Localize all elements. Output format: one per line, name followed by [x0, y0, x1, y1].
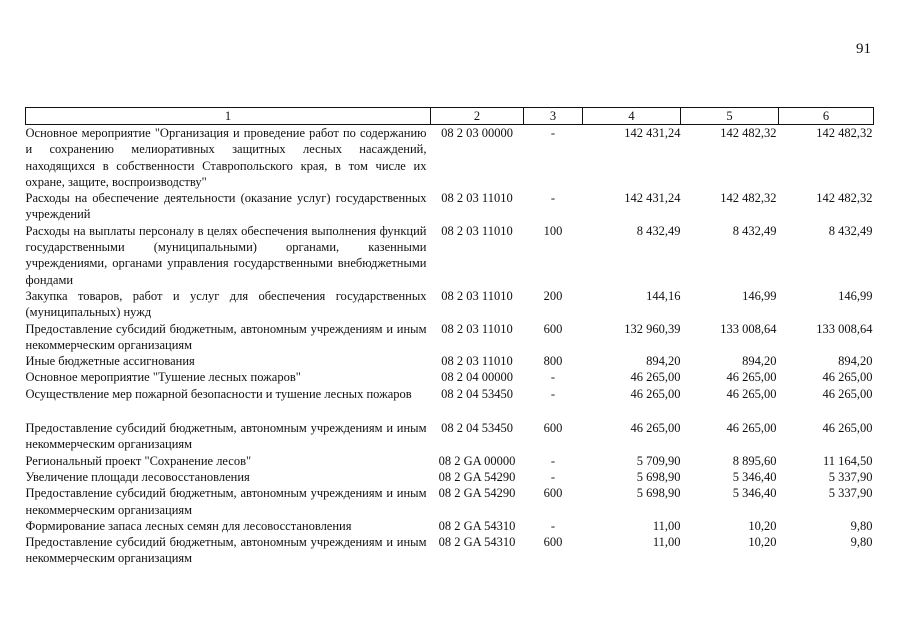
- row-value-col6: 133 008,64: [816, 321, 873, 336]
- table-row: [26, 288, 874, 321]
- row-expense-type: 600: [543, 486, 563, 501]
- spacer-cell: [26, 402, 874, 420]
- row-name: Предоставление субсидий бюджетным, автономным учреждениям и иным некоммерческим организациям: [25, 321, 427, 352]
- row-value-col4: 11,00: [652, 518, 681, 533]
- table-row: [26, 369, 874, 385]
- header-row: [26, 108, 874, 125]
- row-value-col4: 144,16: [646, 288, 681, 303]
- row-expense-type: -: [550, 370, 556, 385]
- table-row: [26, 125, 874, 191]
- header-col-4: 4: [583, 108, 681, 125]
- row-expense-type: 600: [543, 421, 563, 436]
- row-name: Иные бюджетные ассигнования: [25, 354, 195, 369]
- row-value-col6: 9,80: [850, 518, 873, 533]
- header-col-5: 5: [681, 108, 779, 125]
- row-code: 08 2 GA 54310: [438, 535, 516, 550]
- row-code: 08 2 GA 00000: [438, 453, 516, 468]
- row-name: Региональный проект "Сохранение лесов": [25, 453, 252, 468]
- row-expense-type: 100: [543, 223, 563, 238]
- row-value-col4: 46 265,00: [630, 370, 681, 385]
- row-value-col6: 142 482,32: [816, 191, 873, 206]
- row-name: Предоставление субсидий бюджетным, автономным учреждениям и иным некоммерческим организациям: [25, 535, 427, 566]
- row-value-col5: 10,20: [748, 535, 777, 550]
- row-expense-type: 600: [543, 535, 563, 550]
- row-value-col4: 132 960,39: [624, 321, 681, 336]
- row-value-col4: 5 709,90: [636, 453, 681, 468]
- row-value-col5: 5 346,40: [732, 486, 777, 501]
- row-name: Расходы на выплаты персоналу в целях обеспечения выполнения функций государственными (муниципальными) органами, казенными учреждениями, органами управления государственными внебюджетными фондами: [25, 223, 427, 287]
- row-expense-type: 600: [543, 321, 563, 336]
- row-expense-type: 200: [543, 288, 563, 303]
- row-value-col6: 142 482,32: [816, 126, 873, 140]
- header-col-3: 3: [524, 108, 583, 125]
- row-expense-type: -: [550, 191, 556, 206]
- table-row: [26, 223, 874, 288]
- row-value-col5: 142 482,32: [720, 126, 777, 140]
- row-value-col6: 146,99: [838, 288, 873, 303]
- row-value-col5: 133 008,64: [720, 321, 777, 336]
- row-value-col4: 142 431,24: [624, 191, 681, 206]
- row-value-col6: 46 265,00: [822, 370, 873, 385]
- row-value-col4: 5 698,90: [636, 469, 681, 484]
- row-value-col5: 5 346,40: [732, 469, 777, 484]
- row-code: 08 2 GA 54290: [438, 486, 516, 501]
- row-value-col6: 5 337,90: [828, 486, 873, 501]
- row-name: Формирование запаса лесных семян для лесовосстановления: [25, 518, 352, 533]
- row-code: 08 2 03 11010: [441, 321, 513, 336]
- row-expense-type: -: [550, 126, 556, 140]
- table-row: [26, 420, 874, 453]
- row-value-col5: 8 432,49: [732, 223, 777, 238]
- row-value-col6: 8 432,49: [828, 223, 873, 238]
- row-expense-type: -: [550, 469, 556, 484]
- row-value-col4: 11,00: [652, 535, 681, 550]
- row-value-col6: 46 265,00: [822, 421, 873, 436]
- row-name: Основное мероприятие "Тушение лесных пожаров": [25, 370, 301, 385]
- row-code: 08 2 04 00000: [441, 370, 513, 385]
- row-value-col4: 142 431,24: [624, 126, 681, 140]
- row-code: 08 2 03 11010: [441, 191, 513, 206]
- row-value-col5: 10,20: [748, 518, 777, 533]
- row-code: 08 2 03 11010: [441, 354, 513, 369]
- table-row: [26, 386, 874, 402]
- row-code: 08 2 GA 54290: [438, 469, 516, 484]
- row-code: 08 2 GA 54310: [438, 518, 516, 533]
- row-expense-type: 800: [543, 354, 563, 369]
- row-code: 08 2 03 11010: [441, 223, 513, 238]
- table-row: [26, 485, 874, 518]
- row-name: Расходы на обеспечение деятельности (оказание услуг) государственных учреждений: [25, 191, 427, 222]
- row-value-col4: 46 265,00: [630, 421, 681, 436]
- row-name: Предоставление субсидий бюджетным, автономным учреждениям и иным некоммерческим организациям: [25, 486, 427, 517]
- row-value-col4: 8 432,49: [636, 223, 681, 238]
- row-value-col5: 46 265,00: [726, 370, 777, 385]
- header-col-6: 6: [779, 108, 874, 125]
- row-value-col4: 894,20: [646, 354, 681, 369]
- row-expense-type: -: [550, 453, 556, 468]
- row-value-col5: 894,20: [742, 354, 777, 369]
- row-value-col4: 5 698,90: [636, 486, 681, 501]
- row-value-col6: 5 337,90: [828, 469, 873, 484]
- row-code: 08 2 04 53450: [441, 386, 513, 401]
- row-code: 08 2 03 00000: [441, 126, 513, 140]
- row-value-col4: 46 265,00: [630, 386, 681, 401]
- row-value-col5: 8 895,60: [732, 453, 777, 468]
- header-col-1: 1: [26, 108, 431, 125]
- row-expense-type: -: [550, 386, 556, 401]
- row-name: Основное мероприятие "Организация и проведение работ по содержанию и сохранению мелиоративных защитных лесных насаждений, находящихся в собственности Ставропольского края, в том числе их охране, защите, воспроизводству": [25, 126, 427, 189]
- row-value-col5: 46 265,00: [726, 386, 777, 401]
- table-row: [26, 190, 874, 223]
- row-name: Закупка товаров, работ и услуг для обеспечения государственных (муниципальных) нужд: [25, 288, 427, 320]
- row-code: 08 2 03 11010: [441, 288, 513, 303]
- row-value-col5: 142 482,32: [720, 191, 777, 206]
- table-row: [26, 321, 874, 354]
- row-name: Осуществление мер пожарной безопасности и тушение лесных пожаров: [25, 386, 412, 401]
- table-row: [26, 353, 874, 369]
- header-col-2: 2: [431, 108, 524, 125]
- row-value-col6: 46 265,00: [822, 386, 873, 401]
- page-number: 91: [856, 41, 871, 57]
- row-value-col6: 11 164,50: [822, 453, 873, 468]
- row-value-col6: 894,20: [838, 354, 873, 369]
- table-row: [26, 469, 874, 485]
- row-name: Предоставление субсидий бюджетным, автономным учреждениям и иным некоммерческим организациям: [25, 421, 427, 452]
- table-row: [26, 534, 874, 567]
- row-spacer: [26, 402, 874, 420]
- table-row: [26, 518, 874, 534]
- row-expense-type: -: [550, 518, 556, 533]
- row-value-col5: 46 265,00: [726, 421, 777, 436]
- budget-table: [25, 107, 874, 567]
- row-code: 08 2 04 53450: [441, 421, 513, 436]
- table-body: [26, 125, 874, 567]
- row-value-col5: 146,99: [742, 288, 777, 303]
- table-row: [26, 453, 874, 469]
- row-value-col6: 9,80: [850, 535, 873, 550]
- row-name: Увеличение площади лесовосстановления: [25, 469, 250, 484]
